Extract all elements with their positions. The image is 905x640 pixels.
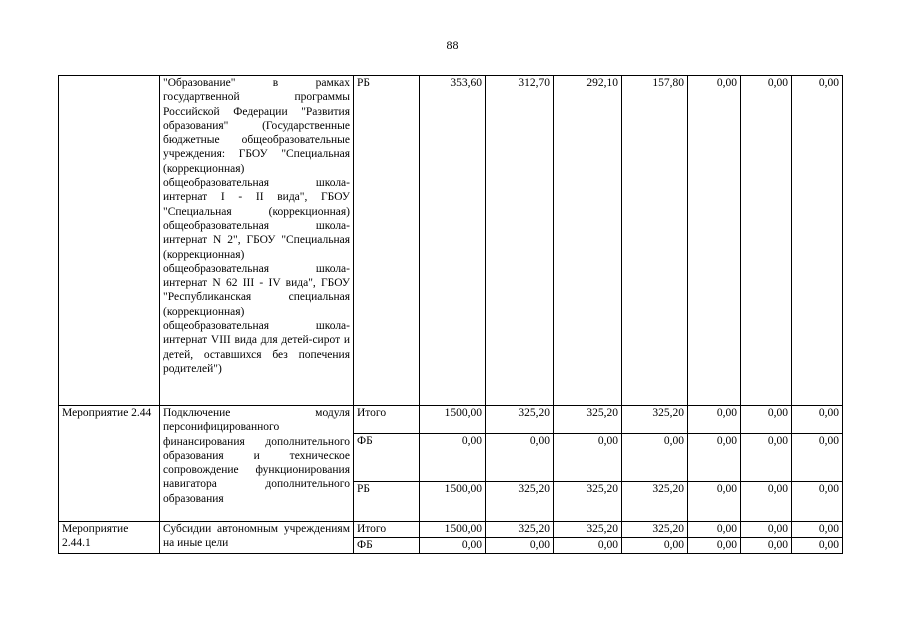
measure-label-cell	[59, 76, 160, 406]
measure-description-cell: Подключение модуля персонифицированного финансирования дополнительного образования и техническое сопровождение функционирования навигатора дополнительного образования	[160, 406, 354, 522]
amount-cell: 0,00	[792, 482, 843, 522]
funding-source-cell: РБ	[354, 482, 420, 522]
amount-cell: 0,00	[741, 522, 792, 538]
amount-cell: 0,00	[792, 406, 843, 434]
measure-label-cell: Мероприятие 2.44	[59, 406, 160, 522]
amount-cell: 0,00	[688, 406, 741, 434]
amount-cell: 0,00	[622, 434, 688, 482]
amount-cell: 0,00	[688, 434, 741, 482]
funding-source-cell: ФБ	[354, 434, 420, 482]
measure-description-cell: Субсидии автономным учреждениям на иные цели	[160, 522, 354, 554]
funding-source-cell: Итого	[354, 406, 420, 434]
amount-cell: 0,00	[741, 76, 792, 406]
amount-cell: 0,00	[688, 76, 741, 406]
amount-cell: 325,20	[486, 522, 554, 538]
amount-cell: 312,70	[486, 76, 554, 406]
amount-cell: 0,00	[741, 406, 792, 434]
amount-cell: 0,00	[688, 538, 741, 554]
table-row	[59, 522, 843, 538]
funding-source-cell: Итого	[354, 522, 420, 538]
page-number: 88	[446, 38, 459, 52]
amount-cell: 325,20	[622, 406, 688, 434]
budget-table	[58, 75, 843, 554]
amount-cell: 0,00	[741, 482, 792, 522]
amount-cell: 0,00	[792, 434, 843, 482]
amount-cell: 325,20	[486, 482, 554, 522]
amount-cell: 0,00	[420, 538, 486, 554]
amount-cell: 1500,00	[420, 482, 486, 522]
table-row	[59, 406, 843, 434]
funding-source-cell: РБ	[354, 76, 420, 406]
funding-source-cell: ФБ	[354, 538, 420, 554]
amount-cell: 0,00	[792, 522, 843, 538]
amount-cell: 325,20	[622, 522, 688, 538]
amount-cell: 0,00	[486, 434, 554, 482]
amount-cell: 1500,00	[420, 522, 486, 538]
measure-description-cell: "Образование" в рамках государтвенной программы Российской Федерации "Развития образования" (Государственные бюджетные общеобразовательные учреждения: ГБОУ "Специальная (коррекционная) общеобразовательная школа-интернат I - II вида", ГБОУ "Специальная (коррекционная) общеобразовательная школа-интернат N 2", ГБОУ "Специальная (коррекционная) общеобразовательная школа-интернат N 62 III - IV вида", ГБОУ "Республиканская специальная (коррекционная) общеобразовательная школа-интернат VIII вида для детей-сирот и детей, оставшихся без попечения родителей")	[160, 76, 354, 406]
amount-cell: 0,00	[792, 538, 843, 554]
amount-cell: 0,00	[688, 482, 741, 522]
amount-cell: 325,20	[622, 482, 688, 522]
amount-cell: 0,00	[741, 434, 792, 482]
measure-label-cell: Мероприятие 2.44.1	[59, 522, 160, 554]
amount-cell: 0,00	[554, 434, 622, 482]
table-row	[59, 76, 843, 406]
amount-cell: 292,10	[554, 76, 622, 406]
amount-cell: 157,80	[622, 76, 688, 406]
amount-cell: 325,20	[554, 406, 622, 434]
amount-cell: 0,00	[741, 538, 792, 554]
amount-cell: 1500,00	[420, 406, 486, 434]
amount-cell: 325,20	[486, 406, 554, 434]
amount-cell: 0,00	[792, 76, 843, 406]
amount-cell: 0,00	[688, 522, 741, 538]
amount-cell: 325,20	[554, 482, 622, 522]
amount-cell: 0,00	[554, 538, 622, 554]
amount-cell: 0,00	[420, 434, 486, 482]
amount-cell: 325,20	[554, 522, 622, 538]
amount-cell: 0,00	[486, 538, 554, 554]
amount-cell: 353,60	[420, 76, 486, 406]
amount-cell: 0,00	[622, 538, 688, 554]
